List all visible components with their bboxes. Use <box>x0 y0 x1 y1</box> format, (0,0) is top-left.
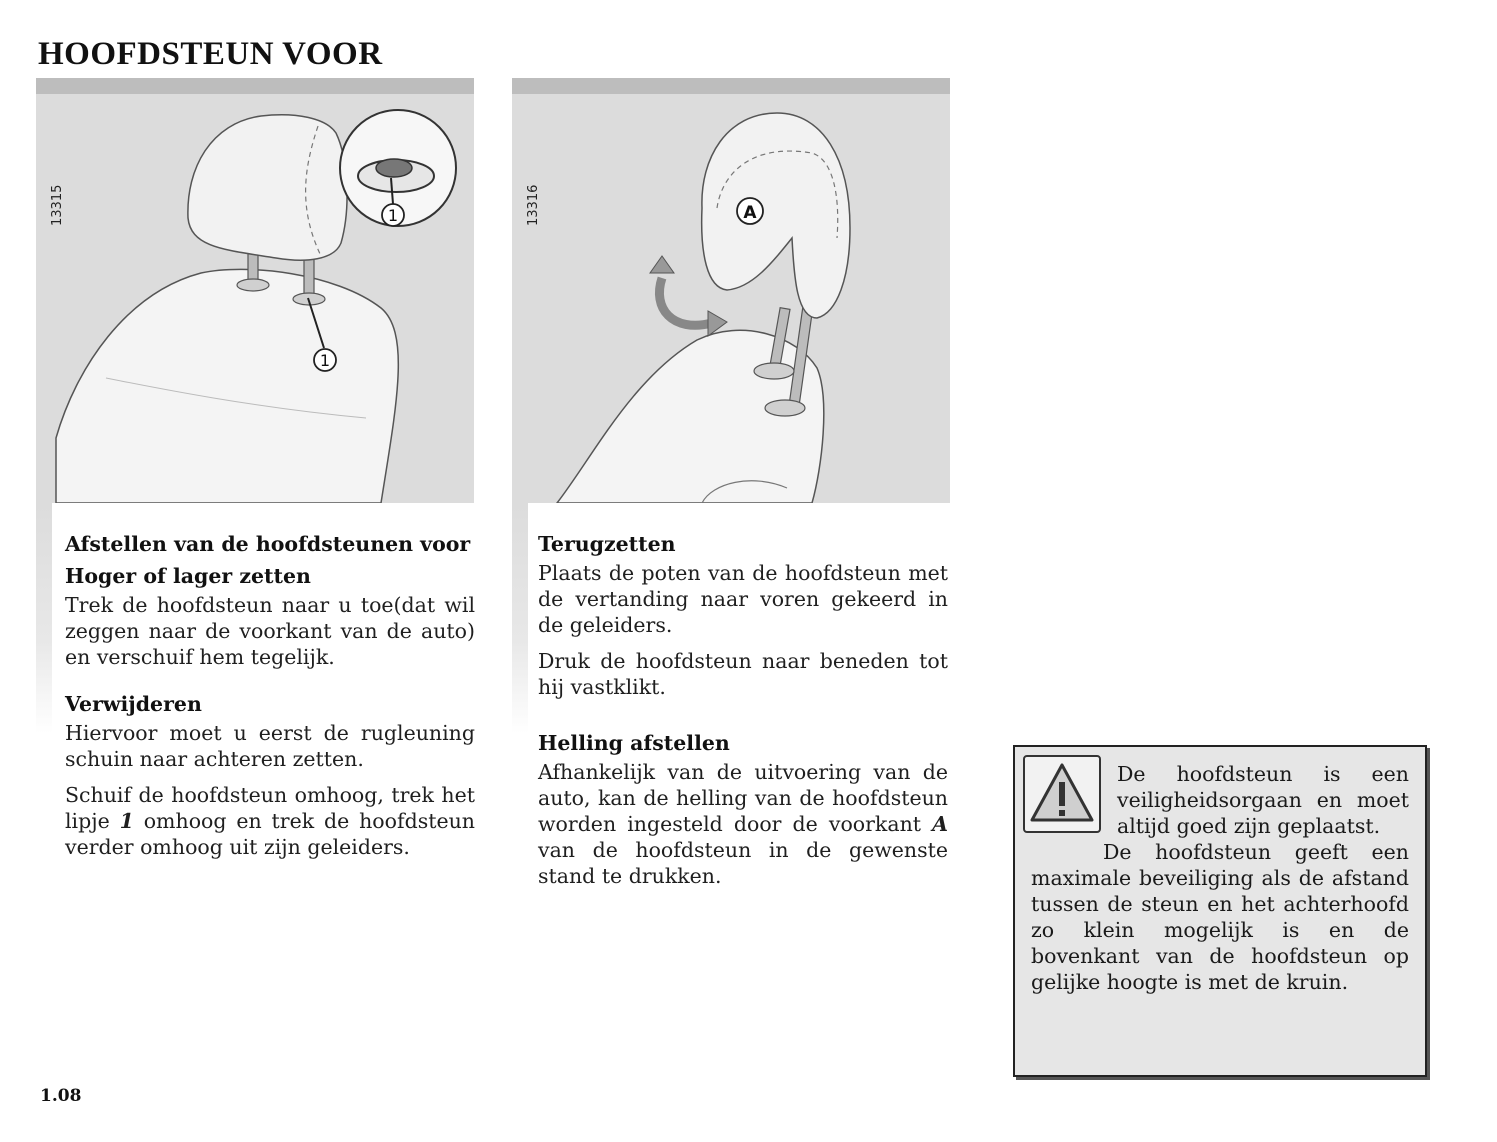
headrest-removal-illustration <box>36 78 474 503</box>
heading-remove: Verwijderen <box>65 692 202 716</box>
figure-code: 13316 <box>526 184 541 226</box>
page-number: 1.08 <box>40 1086 82 1106</box>
warning-text-1: De hoofdsteun is een veiligheidsorgaan en moet altijd goed zijn geplaatst. <box>1117 762 1409 838</box>
callout-A <box>737 198 763 224</box>
paragraph-raise-lower: Trek de hoofdsteun naar u toe(dat wil zeggen naar de voorkant van de auto) en verschuif hem tegelijk. <box>65 593 475 669</box>
heading-tilt: Helling afstellen <box>538 731 730 755</box>
svg-text:1: 1 <box>387 206 399 225</box>
marker-A: A <box>932 812 948 836</box>
right-text-column <box>538 528 948 889</box>
warning-text <box>1031 761 1409 995</box>
paragraph-remove-1: Hiervoor moet u eerst de rugleuning schuin naar achteren zetten. <box>65 721 475 771</box>
figure-code: 13315 <box>50 184 65 226</box>
page-title: HOOFDSTEUN VOOR <box>38 36 383 72</box>
paragraph-refit-1: Plaats de poten van de hoofdsteun met de vertanding naar voren gekeerd in de geleiders. <box>538 561 948 637</box>
heading-refit: Terugzetten <box>538 532 676 556</box>
column-shade <box>512 503 528 733</box>
paragraph-refit-2: Druk de hoofdsteun naar beneden tot hij vastklikt. <box>538 649 948 699</box>
column-shade <box>36 503 52 733</box>
marker-1: 1 <box>119 809 134 833</box>
paragraph-remove-2: Schuif de hoofdsteun omhoog, trek het lipje 1 omhoog en trek de hoofdsteun verder omhoog uit zijn geleiders. <box>65 783 475 859</box>
svg-text:A: A <box>743 203 757 223</box>
headrest-tilt-illustration <box>512 78 950 503</box>
heading-raise-lower: Hoger of lager zetten <box>65 564 311 588</box>
figure-headrest-removal <box>36 78 474 503</box>
paragraph-tilt: Afhankelijk van de uitvoering van de auto, kan de helling van de hoofdsteun worden ingesteld door de voorkant A van de hoofdsteun in de gewenste stand te drukken. <box>538 760 948 888</box>
svg-text:1: 1 <box>319 351 331 370</box>
left-text-column <box>65 528 475 860</box>
callout-1-detail <box>382 204 404 226</box>
figure-headrest-tilt <box>512 78 950 503</box>
warning-text-2: De hoofdsteun geeft een maximale beveiliging als de afstand tussen de steun en het achterhoofd zo klein mogelijk is en de bovenkant van de hoofdsteun op gelijke hoogte is met de kruin. <box>1031 840 1409 994</box>
heading-adjust-front-headrests: Afstellen van de hoofdsteunen voor <box>65 532 471 556</box>
warning-box <box>1013 745 1427 1077</box>
callout-1-post <box>314 349 336 371</box>
